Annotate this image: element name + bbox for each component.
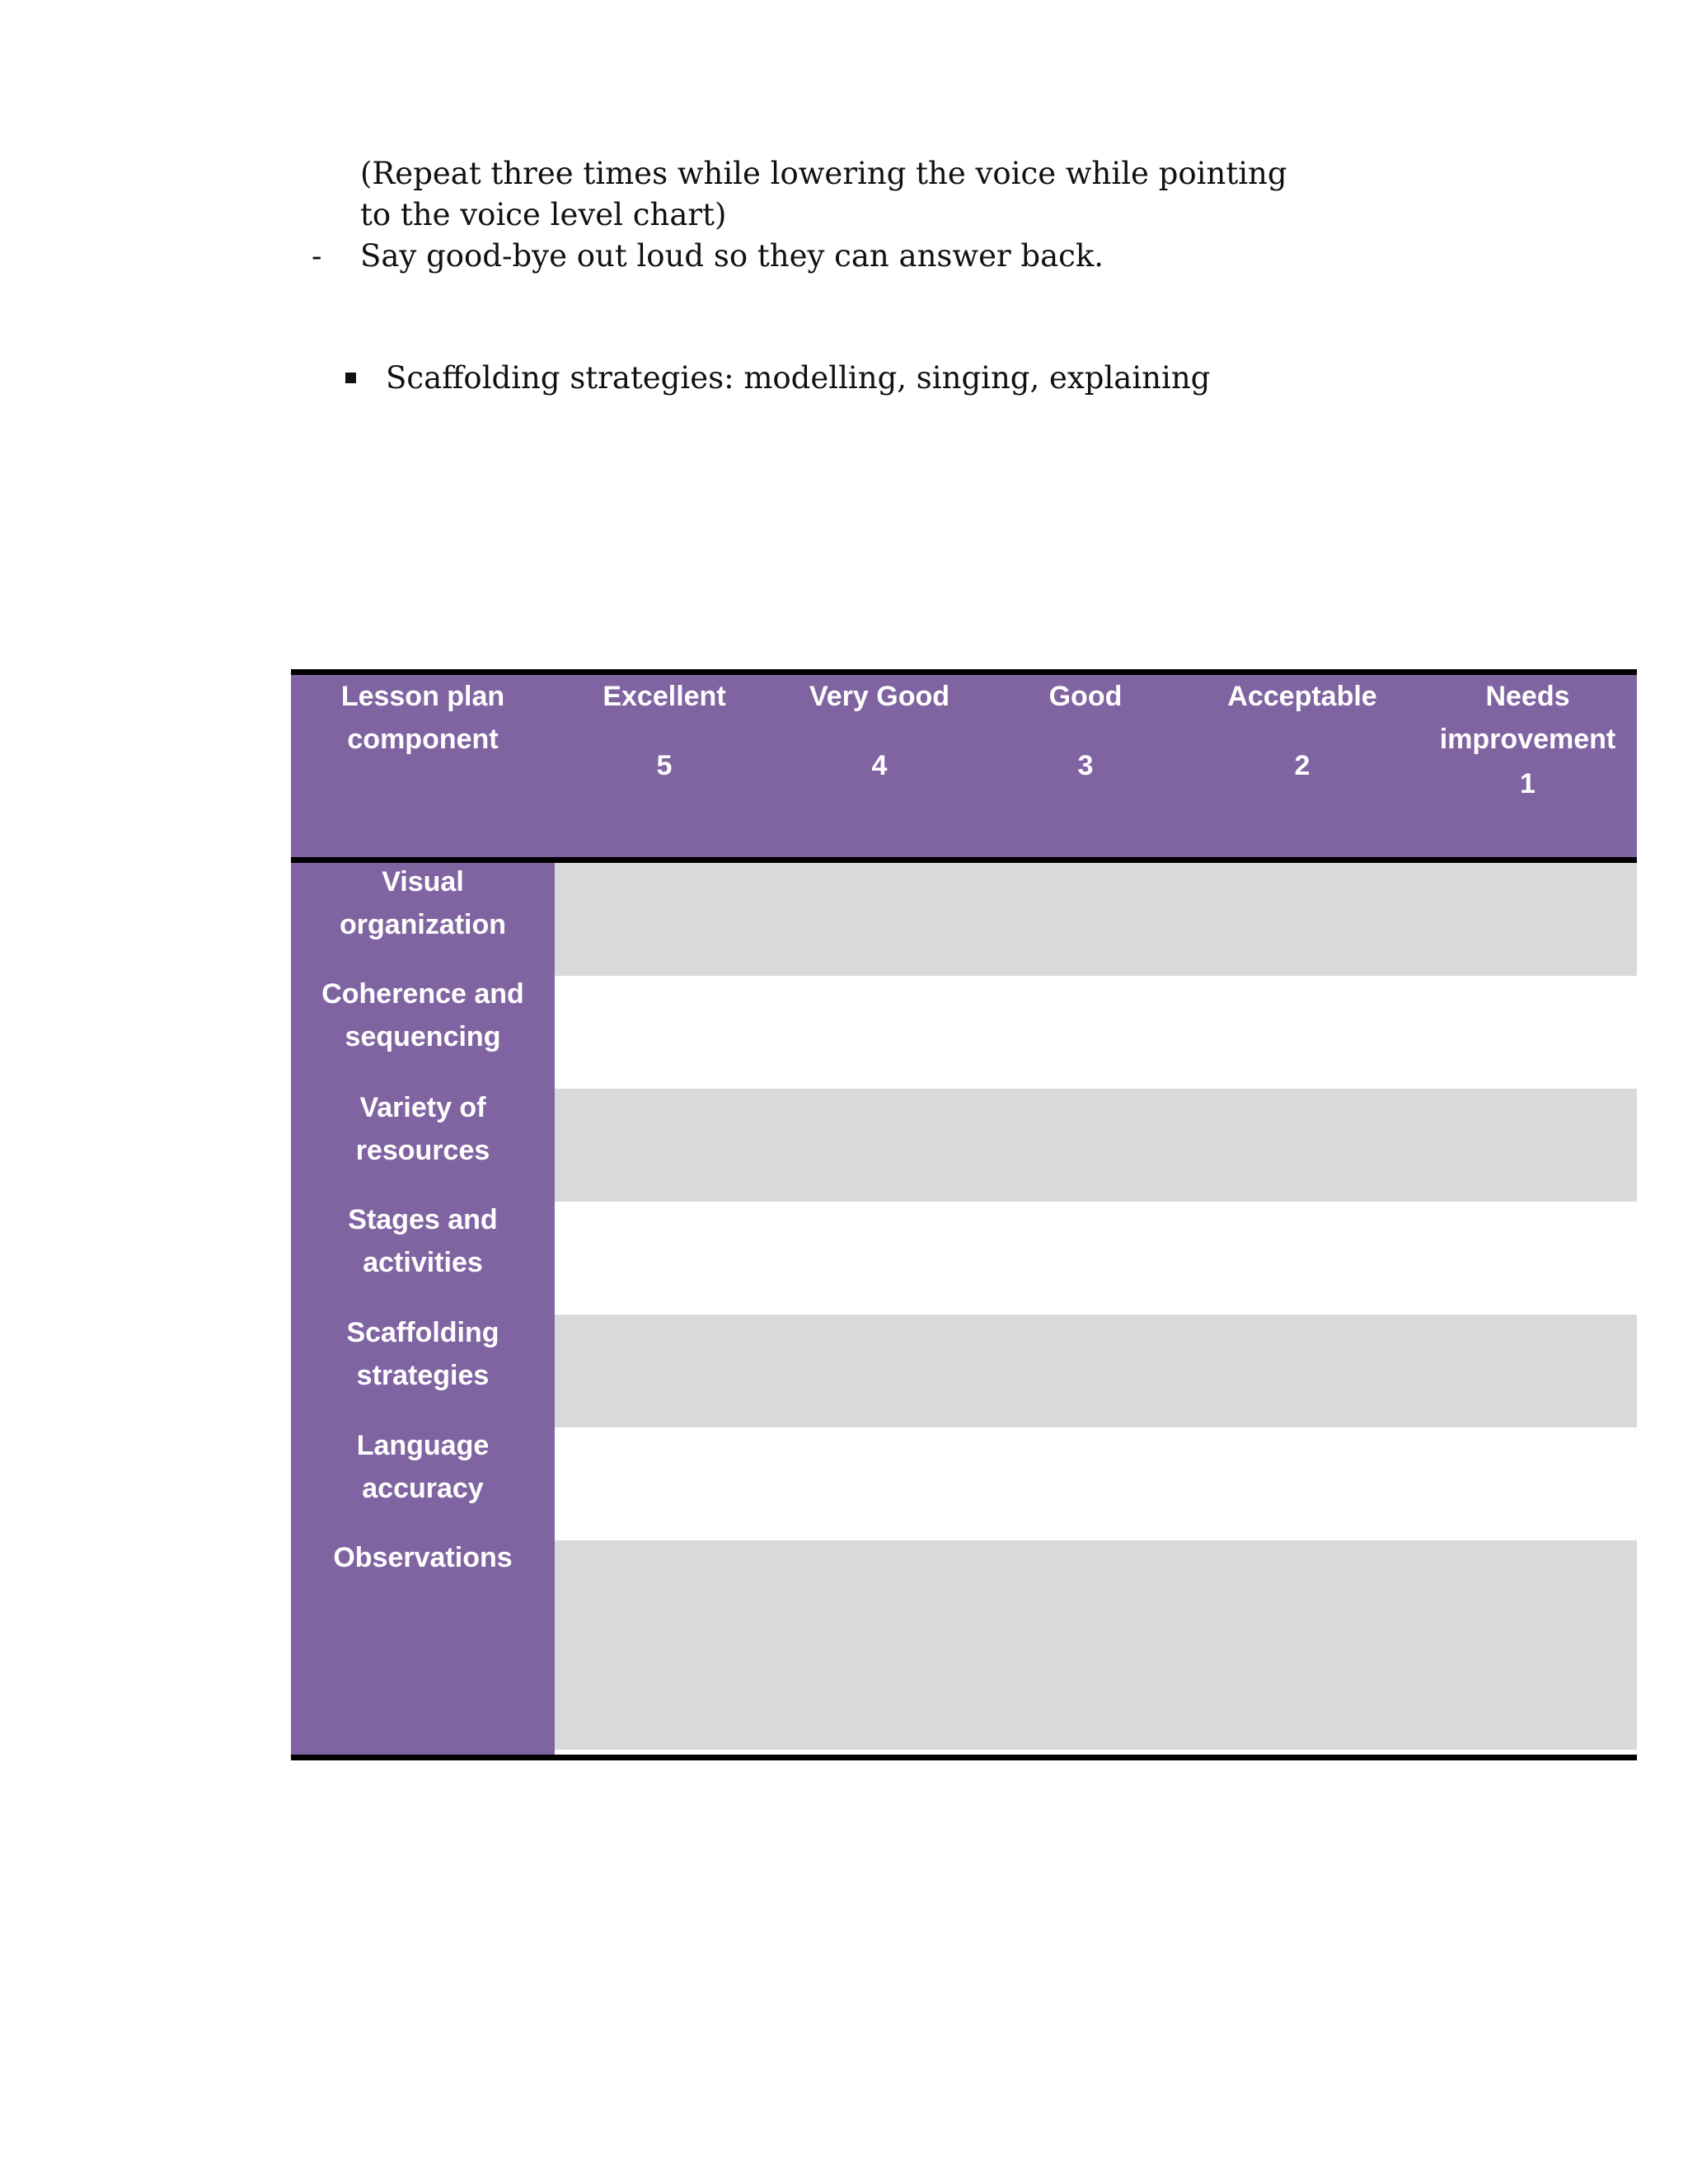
column-header-needs-improvement: Needs improvement 1 — [1439, 681, 1616, 799]
rating-row — [555, 1315, 1637, 1427]
column-header-good: Good 3 — [1048, 681, 1123, 781]
rating-row — [555, 1202, 1637, 1315]
column-header-acceptable: Acceptable 2 — [1227, 681, 1377, 781]
row-label-observations: Observations — [333, 1542, 513, 1573]
row-label-stages-activities: Stages and activities — [348, 1204, 498, 1278]
rating-row — [555, 1427, 1637, 1540]
rating-row — [555, 863, 1637, 976]
square-bullet-icon — [345, 373, 356, 383]
table-top-rule — [291, 669, 1637, 675]
row-label-coherence: Coherence and sequencing — [321, 978, 524, 1052]
row-label-variety-of-resources: Variety of resources — [355, 1092, 490, 1166]
row-label-visual-organization: Visual organization — [339, 866, 507, 940]
table-bottom-rule — [291, 1755, 1637, 1760]
rating-row — [555, 976, 1637, 1089]
row-label-scaffolding-strategies: Scaffolding strategies — [346, 1317, 499, 1391]
observations-row — [555, 1540, 1637, 1750]
scaffolding-bullet-text: Scaffolding strategies: modelling, singing, explaining — [386, 360, 1211, 396]
instruction-line-1: (Repeat three times while lowering the voice while pointing — [360, 156, 1287, 191]
instruction-line-3: Say good-bye out loud so they can answer back. — [360, 238, 1104, 274]
rating-row — [555, 1089, 1637, 1202]
column-header-excellent: Excellent 5 — [603, 681, 726, 781]
column-header-component: Lesson plan component — [340, 681, 505, 755]
rubric-table — [291, 669, 1637, 1760]
dash-marker: - — [312, 238, 322, 274]
instruction-line-2: to the voice level chart) — [360, 197, 727, 232]
column-header-very-good: Very Good 4 — [809, 681, 950, 781]
row-label-language-accuracy: Language accuracy — [356, 1430, 490, 1504]
